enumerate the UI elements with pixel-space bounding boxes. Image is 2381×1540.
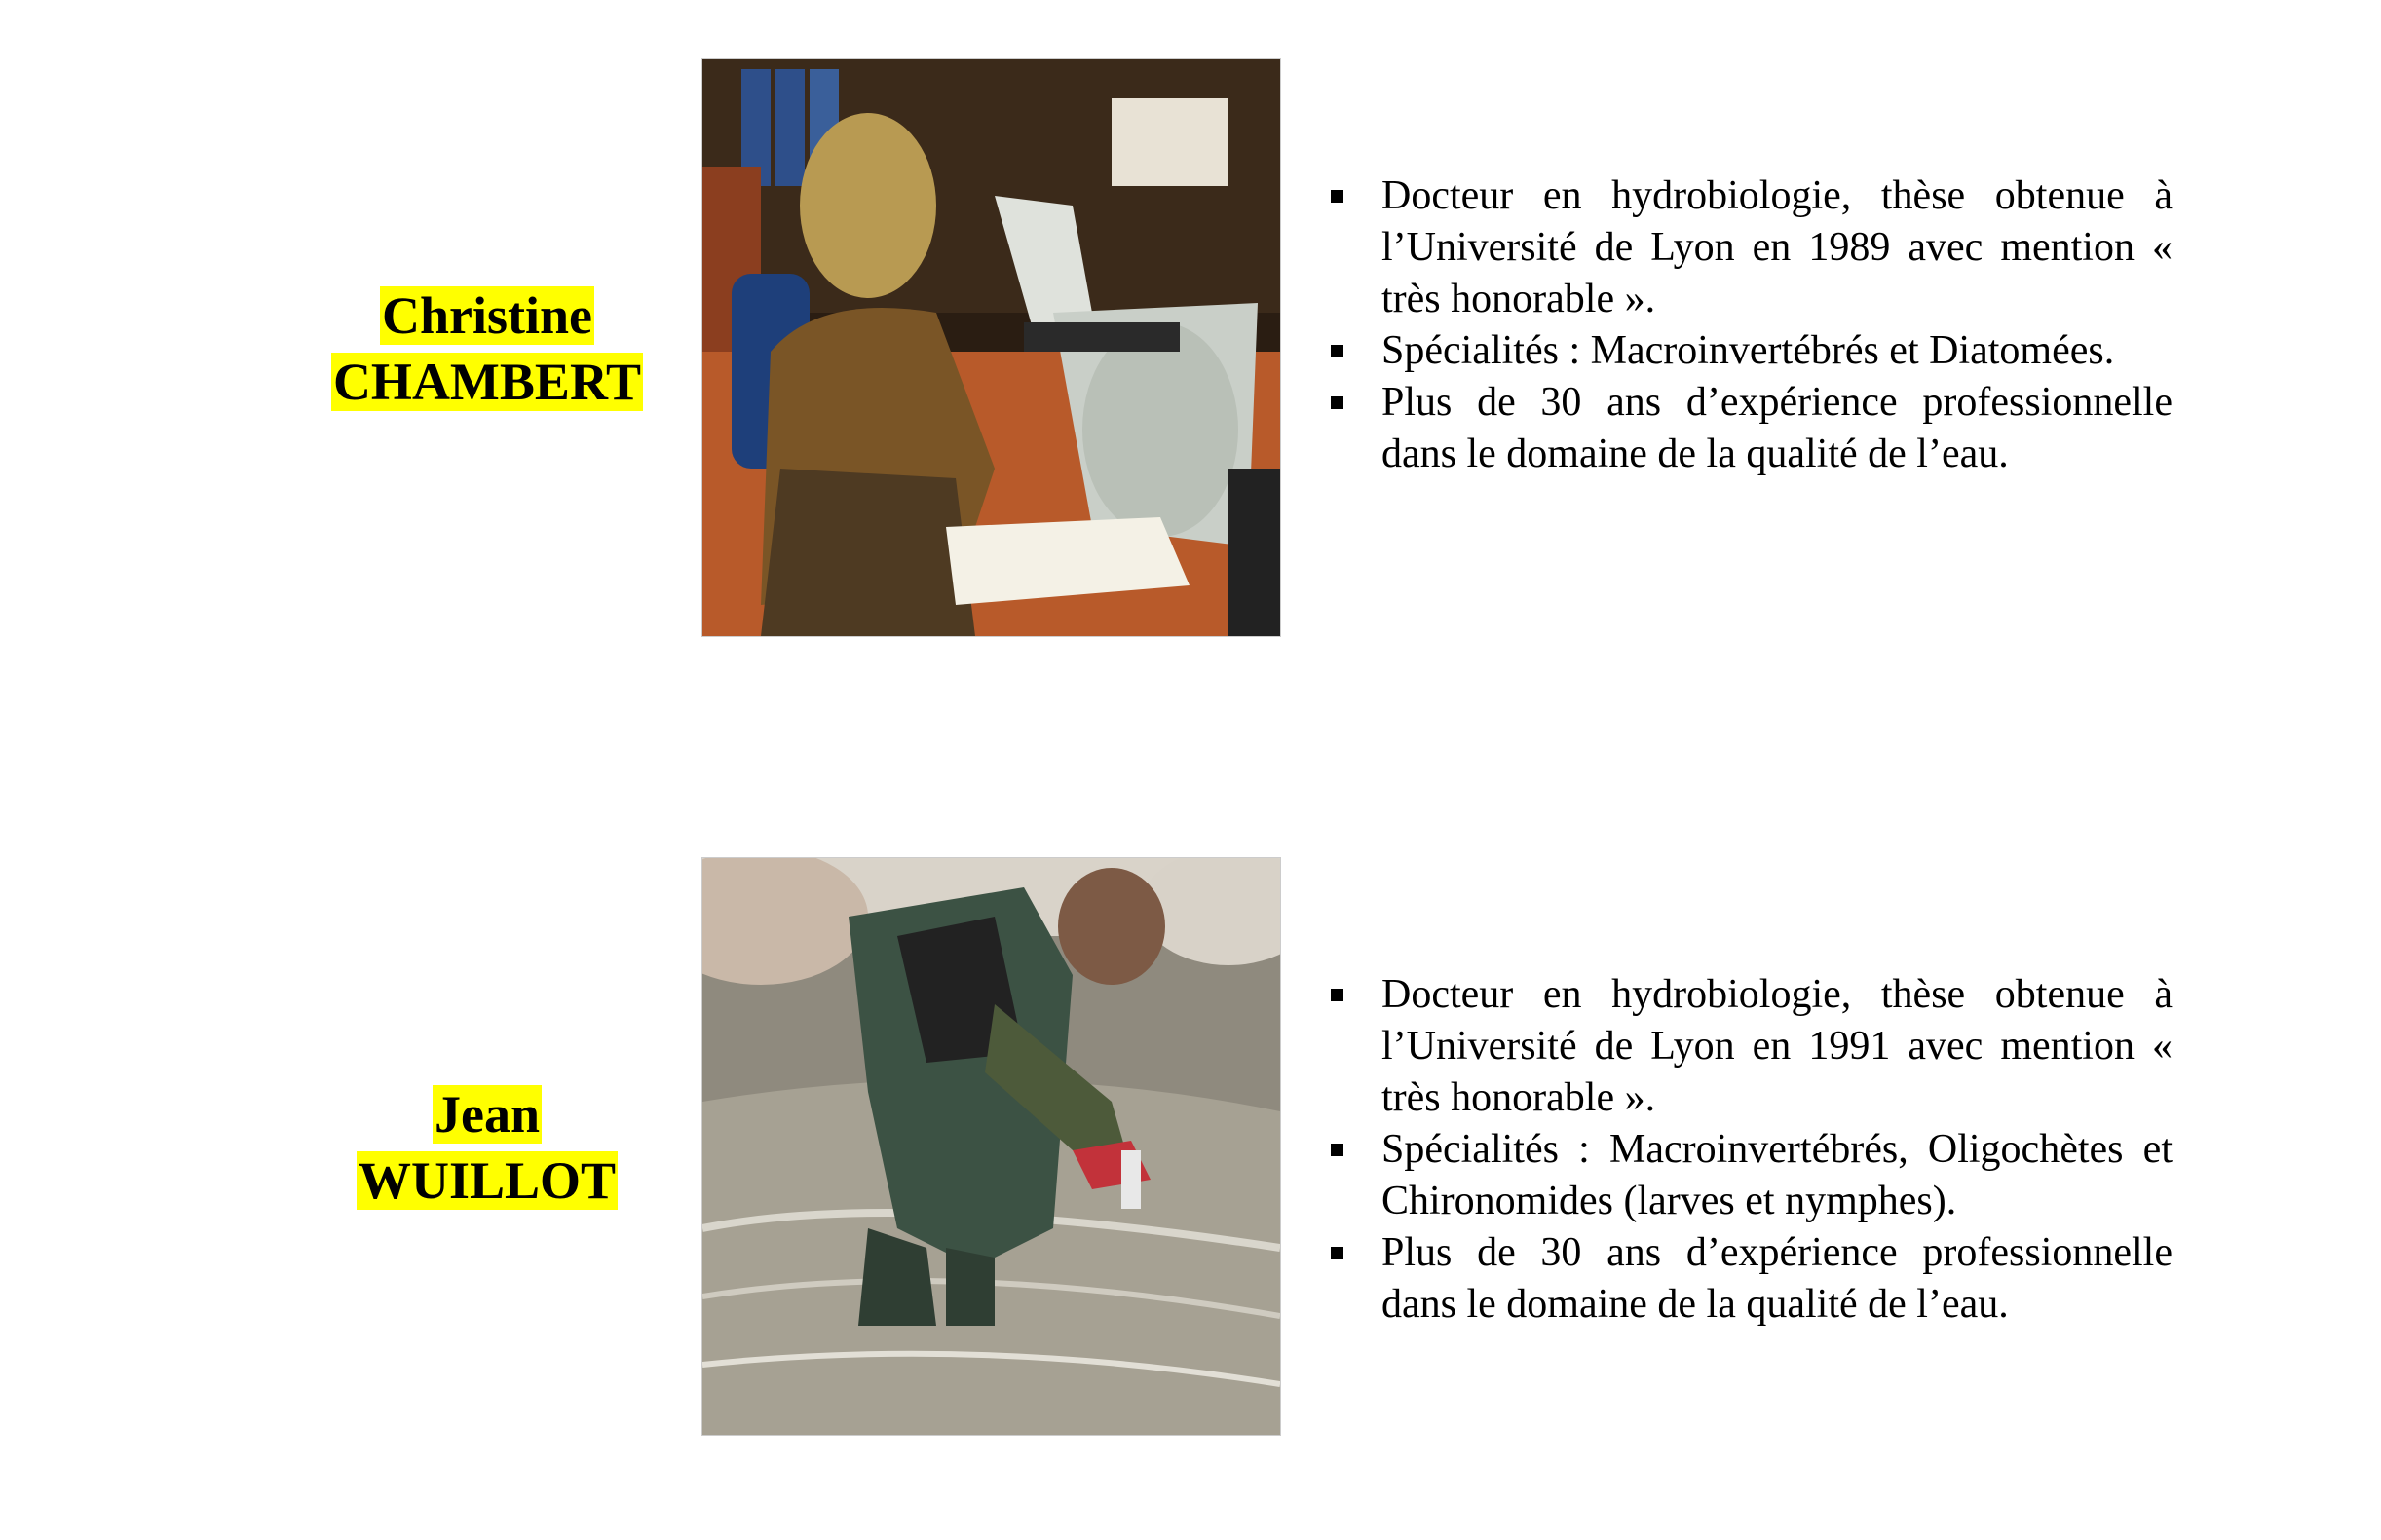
list-item: Docteur en hydrobiologie, thèse obtenue à l’Université de Lyon en 1991 avec mention « très honorable ». [1325,969,2173,1124]
person-card-christine [0,58,2381,643]
list-item: Plus de 30 ans d’expérience professionnelle dans le domaine de la qualité de l’eau. [1325,1227,2173,1331]
bullet-square-icon [1331,1144,1343,1156]
person-name [253,1081,721,1214]
last-name: WUILLOT [358,1151,617,1210]
first-name: Jean [435,1085,540,1144]
photo-microscope [701,58,1281,637]
person-name [253,282,721,415]
photo-river-sampling [701,857,1281,1436]
list-item: Spécialités : Macroinvertébrés, Oligochètes et Chironomides (larves et nymphes). [1325,1124,2173,1227]
bullet-square-icon [1331,989,1343,1001]
bullet-square-icon [1331,1247,1343,1259]
list-item: Docteur en hydrobiologie, thèse obtenue à l’Université de Lyon en 1989 avec mention « très honorable ». [1325,170,2173,325]
bullet-square-icon [1331,396,1343,409]
bullet-list [1325,969,2173,1331]
list-item: Spécialités : Macroinvertébrés et Diatomées. [1325,325,2173,377]
bullet-square-icon [1331,190,1343,203]
bullet-list [1325,170,2173,480]
person-card-jean [0,857,2381,1442]
first-name: Christine [382,286,592,345]
bullet-square-icon [1331,345,1343,357]
last-name: CHAMBERT [332,353,642,411]
list-item: Plus de 30 ans d’expérience professionnelle dans le domaine de la qualité de l’eau. [1325,377,2173,480]
